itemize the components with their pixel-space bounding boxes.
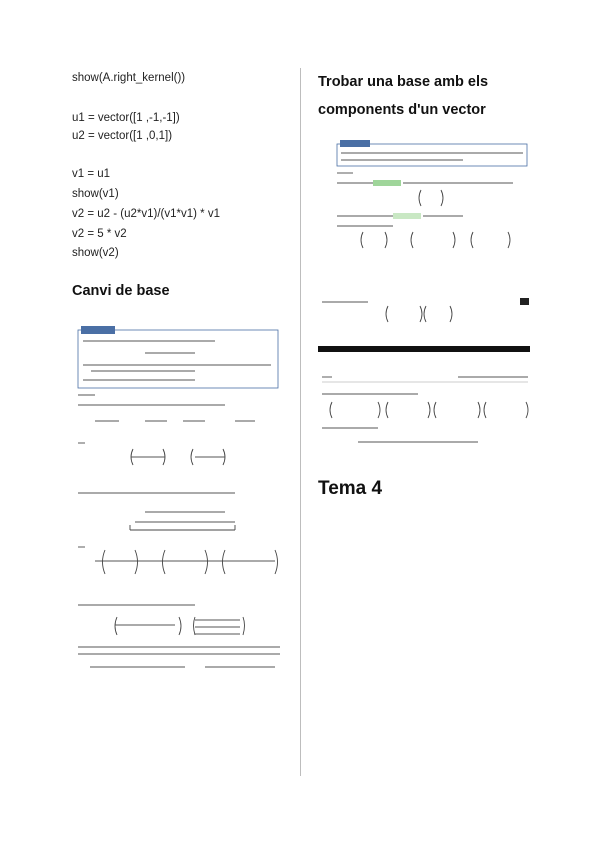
section-heading: Tema 4 (318, 478, 383, 499)
code-line: v2 = 5 * v2 (72, 228, 127, 240)
exercise-image-change-of-basis (75, 325, 285, 683)
code-line: u2 = vector([1 ,0,1]) (72, 130, 173, 142)
section-heading: Trobar una base amb els components d'un vector (318, 74, 489, 118)
column-divider (300, 68, 301, 776)
exercise-image-matrix-rows (318, 372, 530, 448)
code-line: show(v1) (72, 188, 119, 200)
code-line: v2 = u2 - (u2*v1)/(v1*v1) * v1 (72, 208, 220, 220)
code-line: v1 = u1 (72, 168, 111, 180)
exercise-image-basis-components (333, 140, 531, 260)
exercise-image-matrix-page (318, 296, 530, 356)
section-heading: Canvi de base (72, 283, 170, 299)
code-line: show(A.right_kernel()) (72, 72, 186, 84)
code-line: show(v2) (72, 247, 119, 259)
code-line: u1 = vector([1 ,-1,-1]) (72, 112, 180, 124)
